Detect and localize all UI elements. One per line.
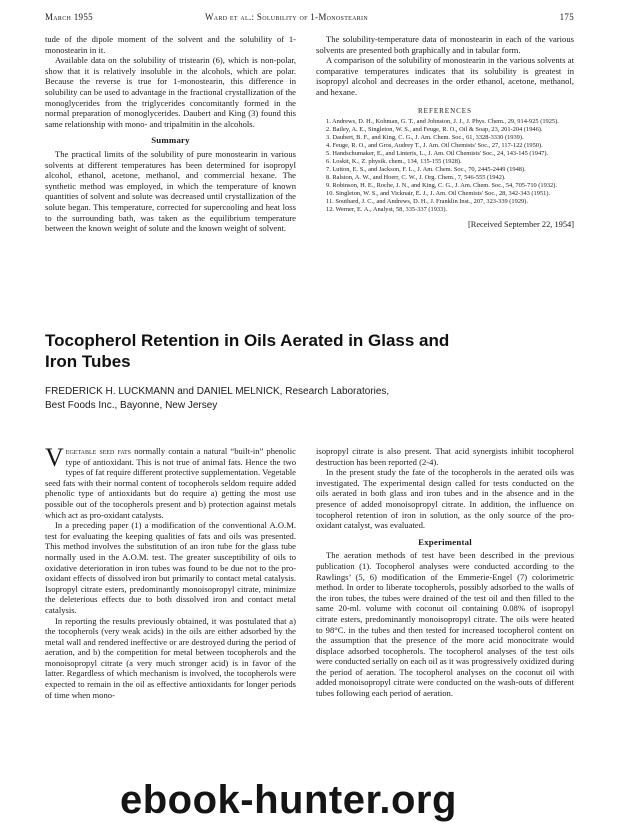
reference-item: 9. Robinson, H. E., Roche, J. N., and King, C. G., J. Am. Chem. Soc., 54, 705-710 (1932).	[326, 182, 557, 190]
reference-item: 7. Lutton, E. S., and Jackson, F. L., J. Am. Chem. Soc., 70, 2445-2449 (1948).	[326, 166, 526, 174]
summary-paragraph: The practical limits of the solubility of pure monostearin in various solvents at different temperatures has been determined for isopropyl alcohol, ethanol, acetone, methanol, and commercial hexane. The synthetic method was employed, in which the temperature of known quantities of solvent and solute was decreased until crystallization of the solute began. This temperature, corrected for supercooling and heat loss to the surrounding bath, was taken as the equilibrium temperature between the known weight of solute and the known weight of solvent.	[45, 148, 296, 234]
references-heading: REFERENCES	[418, 106, 472, 115]
reference-item: 12. Werner, E. A., Analyst, 58, 335-337 (1933).	[326, 206, 448, 214]
author-names: FREDERICK H. LUCKMANN and DANIEL MELNICK, Research Laboratories,	[45, 386, 390, 397]
page-number: 175	[559, 12, 574, 22]
right-column-bottom	[316, 446, 574, 699]
article-title: Tocopherol Retention in Oils Aerated in Glass and Iron Tubes	[45, 331, 450, 371]
paragraph: In reporting the results previously obtained, it was postulated that a) the tocopherols (very weak acids) in the oils are either adsorbed by the metal wall and rendered ineffective or are destroyed during the period of aeration, and b) the competition for metal between tocopherols and the monoisopropyl citrate (a very much stronger acid) is in favor of the latter. Regardless of which mechanism is involved, the tocopherols were expected to remain in the oil as effective antioxidants for longer periods of time when mono-	[45, 615, 296, 700]
right-column-top	[316, 34, 574, 231]
paragraph: In the present study the fate of the tocopherols in the aerated oils was investigated. The experimental design called for tests conducted on the oils aerated in both glass and iron tubes and in the absence and in the presence of added monoisopropyl citrate. In addition, the influence on tocopherol retention of iron in solution, as the only source of the pro-oxidant catalyst, was evaluated.	[316, 467, 574, 531]
author-affiliation: Best Foods Inc., Bayonne, New Jersey	[45, 400, 218, 411]
reference-item: 3. Daubert, B. F., and King, C. G., J. Am. Chem. Soc., 61, 3328-3330 (1939).	[326, 134, 524, 142]
header-date: March 1955	[45, 12, 93, 22]
reference-item: 4. Feuge, R. O., and Gros, Audrey T., J. Am. Oil Chemists' Soc., 27, 117-122 (1950).	[326, 142, 543, 150]
summary-heading: Summary	[151, 135, 190, 146]
reference-item: 1. Andrews, D. H., Kohman, G. T., and Johnston, J. J., J. Phys. Chem., 29, 914-925 (1925).	[326, 118, 559, 126]
received-date: [Received September 22, 1954]	[467, 220, 574, 230]
watermark: ebook-hunter.org	[120, 778, 457, 822]
reference-item: 10. Singleton, W. S., and Vicknair, E. J., J. Am. Oil Chemists' Soc., 28, 342-343 (1951).	[326, 190, 551, 198]
author-block	[45, 385, 574, 413]
experimental-heading: Experimental	[418, 536, 472, 547]
opening-text: normally contain a natural “built-in” phenolic type of antioxidant. This is not true of animal fats. Hence the two types of fat require different protective supplementation. Vegetable seed fats with their normal content of tocopherols seldom require added phenolic type of antioxidants but do require a) getting the most use possible out of the tocopherols present and b) protection against metals which act as pro-oxidant catalysts.	[45, 446, 296, 520]
paragraph: The aeration methods of test have been described in the previous publication (1). Tocopherol analyses were conducted according to the Rawlings’ (5, 6) modification of the Emmerie-Engel (7) colorimetric method. In order to liberate tocopherols, possibly adsorbed to the walls of the iron tubes, the tubes were drained of the test oil and then filled to the same 20-ml. volume with coconut oil containing 0.08% of isopropyl citrate esters, predominantly monoisopropyl citrate. The oils were heated to 98°C. in the tubes and then tested for increased tocopherol content on the assumption that the presence of the more acid monocitrate would displace adsorbed tocopherols. The tocopherol analyses of the test oils were conducted serially on each oil as it was progressively oxidized during the period of aeration. The tocopherol analyses on the coconut oil with added monoisopropyl citrate were conducted on the wash-outs of different tubes following each period of aeration.	[316, 550, 574, 699]
reference-item: 2. Bailey, A. E., Singleton, W. S., and Feuge, R. O., Oil & Soap, 23, 201-204 (1946).	[326, 126, 543, 134]
paragraph: isopropyl citrate is also present. That acid synergists inhibit tocopherol destruction has been reported (2-4).	[316, 446, 574, 467]
left-column-top	[45, 34, 296, 234]
reference-item: 6. Loskit, K., Z. physik. chem., 134, 135-155 (1928).	[326, 158, 462, 166]
references-list	[316, 118, 574, 214]
paragraph: Available data on the solubility of tristearin (6), which is non-polar, show that it is relatively insoluble in the alcohols, which are polar. Because the reverse is true for 1-monostearin, this difference in solubility can be used to advantage in the fractional crystallization of the monoglycerides from the triglycerides concomitantly formed in the normal preparation of monoglycerides. Daubert and King (3) found this same relationship with mono- and tripalmitin in the alcohols.	[45, 55, 296, 129]
paragraph: In a preceding paper (1) a modification of the conventional A.O.M. test for evaluating the keeping qualities of fats and oils was presented. This method involves the substitution of an iron tube for the glass tube normally used in the A.O.M. test. The greater susceptibility of oils to oxidative deterioration in iron tubes was found to be due not to the pro-oxidant effects of dissolved iron but primarily to contact metal catalysis. Isopropyl citrate esters, predominantly monoisopropyl citrate, minimize the deleterious effects due to both dissolved iron and contact metal catalysis.	[45, 520, 296, 615]
reference-item: 11. Southard, J. C., and Andrews, D. H., J. Franklin Inst., 207, 323-339 (1929).	[326, 198, 528, 206]
header-article: Ward et al.: Solubility of 1-Monostearin	[205, 12, 368, 22]
reference-item: 5. Handschumaker, E., and Linteris, L., J. Am. Oil Chemists' Soc., 24, 143-145 (1947).	[326, 150, 549, 158]
paragraph: A comparison of the solubility of monostearin in the various solvents at comparative temperatures indicates that its solubility is greatest in isopropyl alcohol and decreases in the order ethanol, acetone, methanol, and hexane.	[316, 55, 574, 97]
reference-item: 8. Ralston, A. W., and Hoerr, C. W., J. Org. Chem., 7, 546-555 (1942).	[326, 174, 506, 182]
paragraph: The solubility-temperature data of monostearin in each of the various solvents are presented both graphically and in tabular form.	[316, 34, 574, 55]
drop-cap: V	[45, 443, 64, 472]
left-column-bottom	[45, 443, 296, 700]
lead-in-caps: egetable seed fats	[65, 446, 132, 456]
opening-paragraph	[45, 443, 296, 520]
paragraph: tude of the dipole moment of the solvent and the solubility of 1-monostearin in it.	[45, 34, 296, 55]
